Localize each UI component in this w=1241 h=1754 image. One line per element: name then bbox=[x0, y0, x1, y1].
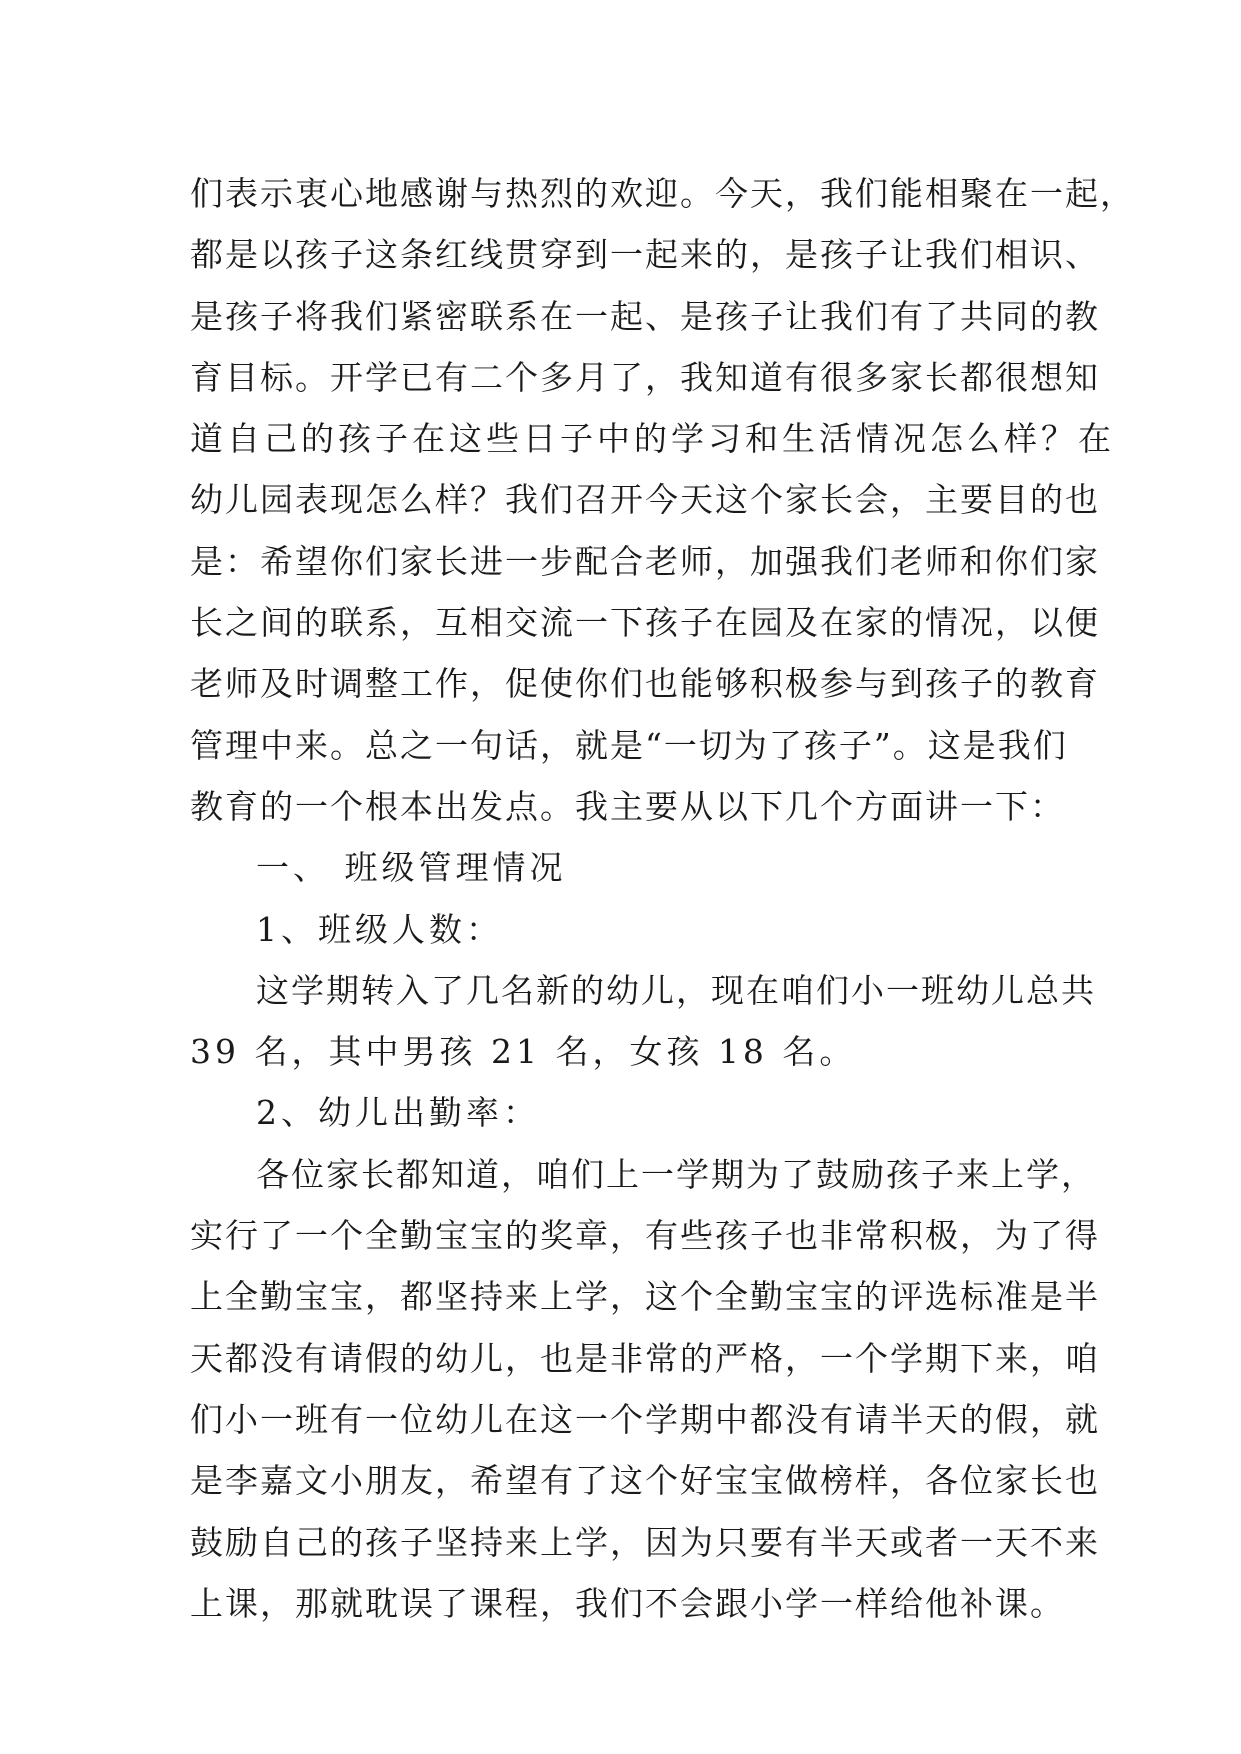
paragraph-line: 管理中来。总之一句话，就是“一切为了孩子”。这是我们 bbox=[190, 725, 1068, 765]
paragraph-line: 这学期转入了几名新的幼儿，现在咱们小一班幼儿总共 bbox=[256, 970, 1096, 1010]
paragraph-line: 上全勤宝宝，都坚持来上学，这个全勤宝宝的评选标准是半 bbox=[190, 1277, 1100, 1317]
paragraph-line: 上课，那就耽误了课程，我们不会跟小学一样给他补课。 bbox=[190, 1583, 1065, 1623]
paragraph-line: 39 名，其中男孩 21 名，女孩 18 名。 bbox=[190, 1032, 857, 1072]
paragraph-line: 教育的一个根本出发点。我主要从以下几个方面讲一下： bbox=[190, 786, 1065, 826]
paragraph-line: 各位家长都知道，咱们上一学期为了鼓励孩子来上学， bbox=[256, 1154, 1096, 1194]
paragraph-line: 幼儿园表现怎么样？我们召开今天这个家长会，主要目的也 bbox=[190, 480, 1100, 520]
paragraph-line: 们小一班有一位幼儿在这一个学期中都没有请半天的假，就 bbox=[190, 1399, 1100, 1439]
paragraph-line: 都是以孩子这条红线贯穿到一起来的，是孩子让我们相识、 bbox=[190, 235, 1100, 275]
paragraph-line: 长之间的联系，互相交流一下孩子在园及在家的情况，以便 bbox=[190, 603, 1100, 643]
paragraph-line: 们表示衷心地感谢与热烈的欢迎。今天，我们能相聚在一起， bbox=[190, 174, 1135, 213]
subsection-heading: 1、班级人数： bbox=[256, 909, 503, 949]
paragraph-line: 育目标。开学已有二个多月了，我知道有很多家长都很想知 bbox=[190, 357, 1100, 397]
paragraph-line: 实行了一个全勤宝宝的奖章，有些孩子也非常积极，为了得 bbox=[190, 1216, 1100, 1256]
section-heading: 一、 班级管理情况 bbox=[256, 848, 567, 888]
paragraph-line: 老师及时调整工作，促使你们也能够积极参与到孩子的教育 bbox=[190, 664, 1100, 704]
paragraph-line: 道自己的孩子在这些日子中的学习和生活情况怎么样？在 bbox=[190, 419, 1115, 459]
subsection-heading: 2、幼儿出勤率： bbox=[256, 1093, 540, 1133]
paragraph-line: 是李嘉文小朋友，希望有了这个好宝宝做榜样，各位家长也 bbox=[190, 1461, 1100, 1501]
paragraph-line: 是：希望你们家长进一步配合老师，加强我们老师和你们家 bbox=[190, 541, 1100, 581]
paragraph-line: 鼓励自己的孩子坚持来上学，因为只要有半天或者一天不来 bbox=[190, 1522, 1100, 1562]
paragraph-line: 是孩子将我们紧密联系在一起、是孩子让我们有了共同的教 bbox=[190, 296, 1100, 336]
paragraph-line: 天都没有请假的幼儿，也是非常的严格，一个学期下来，咱 bbox=[190, 1338, 1100, 1378]
document-body bbox=[190, 163, 1135, 1634]
